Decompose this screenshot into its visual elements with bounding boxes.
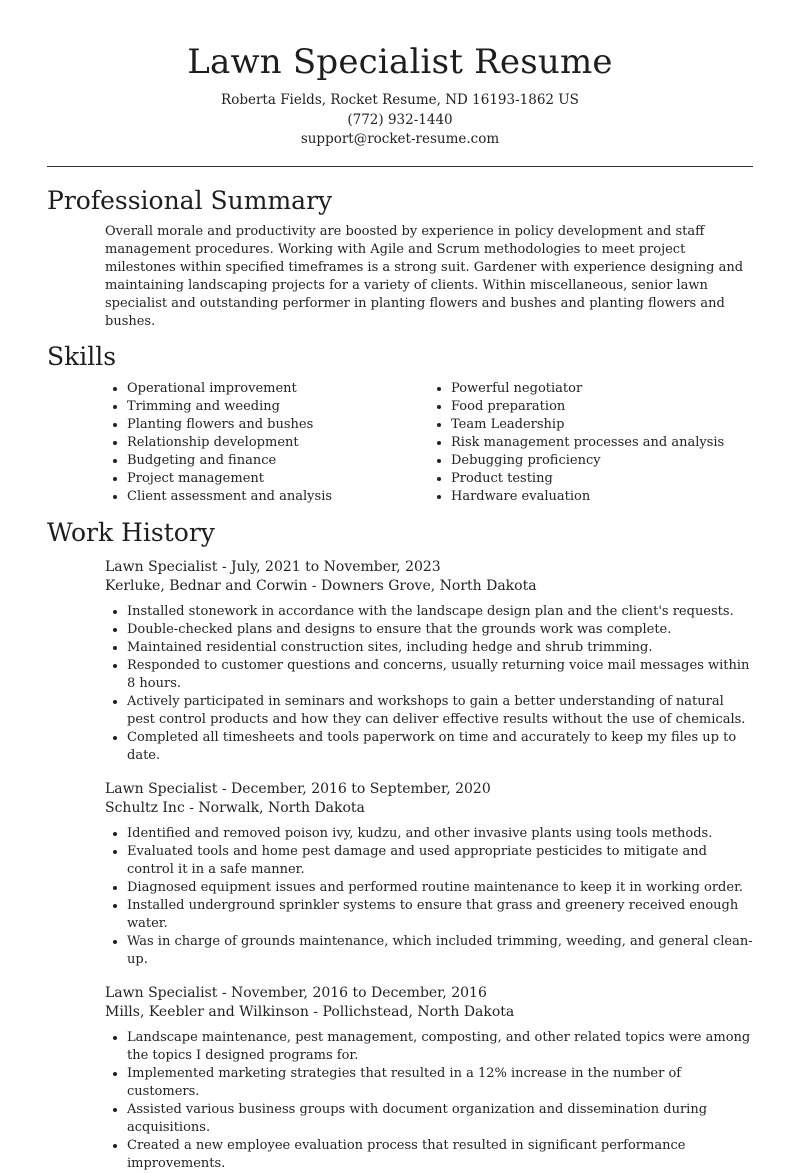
- skill-item: • Team Leadership: [451, 416, 753, 434]
- skill-item: • Planting flowers and bushes: [127, 416, 429, 434]
- skill-item: • Trimming and weeding: [127, 398, 429, 416]
- header-divider: [47, 166, 753, 167]
- resume-title: Lawn Specialist Resume: [187, 42, 613, 82]
- job-bullets: [105, 825, 753, 969]
- job-bullet: • Assisted various business groups with document organization and dissemination during acquisitions.: [127, 1101, 753, 1137]
- summary-text: Overall morale and productivity are boosted by experience in policy development and staff management procedures. Working with Agile and Scrum methodologies to meet project milestones within specified timeframes is a strong suit. Gardener with experience designing and maintaining landscaping projects for a variety of clients. Within miscellaneous, senior lawn specialist and outstanding performer in planting flowers and bushes and planting flowers and bushes.: [105, 223, 744, 329]
- job-bullet: • Completed all timesheets and tools paperwork on time and accurately to keep my files up to date.: [127, 729, 753, 765]
- job-entry: [105, 780, 753, 969]
- skills-column-right: [429, 380, 753, 506]
- job-title-line: Lawn Specialist - November, 2016 to December, 2016: [105, 984, 487, 1001]
- skills-heading: Skills: [47, 341, 117, 371]
- skill-item: • Relationship development: [127, 434, 429, 452]
- work-history-heading: Work History: [47, 517, 215, 547]
- job-bullet: • Evaluated tools and home pest damage and used appropriate pesticides to mitigate and control it in a safe manner.: [127, 843, 753, 879]
- resume-page: [47, 0, 753, 1173]
- skill-item: • Debugging proficiency: [451, 452, 753, 470]
- contact-info: [47, 91, 753, 150]
- skill-item: • Risk management processes and analysis: [451, 434, 753, 452]
- skills-section: [47, 341, 753, 506]
- job-entry: [105, 558, 753, 765]
- work-history-section: [47, 517, 753, 1173]
- job-bullet: • Implemented marketing strategies that resulted in a 12% increase in the number of customers.: [127, 1065, 753, 1101]
- contact-phone: (772) 932-1440: [347, 111, 453, 128]
- skill-item: • Food preparation: [451, 398, 753, 416]
- skills-column-left: [105, 380, 429, 506]
- job-bullets: [105, 603, 753, 765]
- skill-item: • Operational improvement: [127, 380, 429, 398]
- job-bullet: • Responded to customer questions and concerns, usually returning voice mail messages within 8 hours.: [127, 657, 753, 693]
- job-bullet: • Created a new employee evaluation process that resulted in significant performance improvements.: [127, 1137, 753, 1173]
- summary-heading: Professional Summary: [47, 185, 333, 215]
- job-bullet: • Landscape maintenance, pest management, composting, and other related topics were among the topics I designed programs for.: [127, 1029, 753, 1065]
- job-bullets: [105, 1029, 753, 1173]
- skill-item: • Project management: [127, 470, 429, 488]
- skill-item: • Budgeting and finance: [127, 452, 429, 470]
- contact-email: support@rocket-resume.com: [300, 131, 500, 147]
- job-company-line: Schultz Inc - Norwalk, North Dakota: [105, 800, 365, 816]
- skill-item: • Hardware evaluation: [451, 488, 753, 506]
- skill-item: • Powerful negotiator: [451, 380, 753, 398]
- job-bullet: • Diagnosed equipment issues and performed routine maintenance to keep it in working order.: [127, 879, 753, 897]
- skill-item: • Product testing: [451, 470, 753, 488]
- job-company-line: Kerluke, Bednar and Corwin - Downers Grove, North Dakota: [105, 578, 537, 594]
- job-title-line: Lawn Specialist - December, 2016 to September, 2020: [105, 780, 491, 797]
- job-bullet: • Installed stonework in accordance with the landscape design plan and the client's requests.: [127, 603, 753, 621]
- job-bullet: • Identified and removed poison ivy, kudzu, and other invasive plants using tools methods.: [127, 825, 753, 843]
- job-company-line: Mills, Keebler and Wilkinson - Pollichstead, North Dakota: [105, 1004, 515, 1020]
- skills-grid: [105, 380, 753, 506]
- skill-item: • Client assessment and analysis: [127, 488, 429, 506]
- job-bullet: • Actively participated in seminars and workshops to gain a better understanding of natural pest control products and how they can deliver effective results without the use of chemicals.: [127, 693, 753, 729]
- job-bullet: • Double-checked plans and designs to ensure that the grounds work was complete.: [127, 621, 753, 639]
- summary-section: [47, 185, 753, 331]
- job-title-line: Lawn Specialist - July, 2021 to November, 2023: [105, 558, 441, 575]
- job-entry: [105, 984, 753, 1173]
- job-bullet: • Maintained residential construction sites, including hedge and shrub trimming.: [127, 639, 753, 657]
- job-bullet: • Was in charge of grounds maintenance, which included trimming, weeding, and general clean-up.: [127, 933, 753, 969]
- job-bullet: • Installed underground sprinkler systems to ensure that grass and greenery received enough water.: [127, 897, 753, 933]
- contact-address: Roberta Fields, Rocket Resume, ND 16193-1862 US: [221, 92, 579, 108]
